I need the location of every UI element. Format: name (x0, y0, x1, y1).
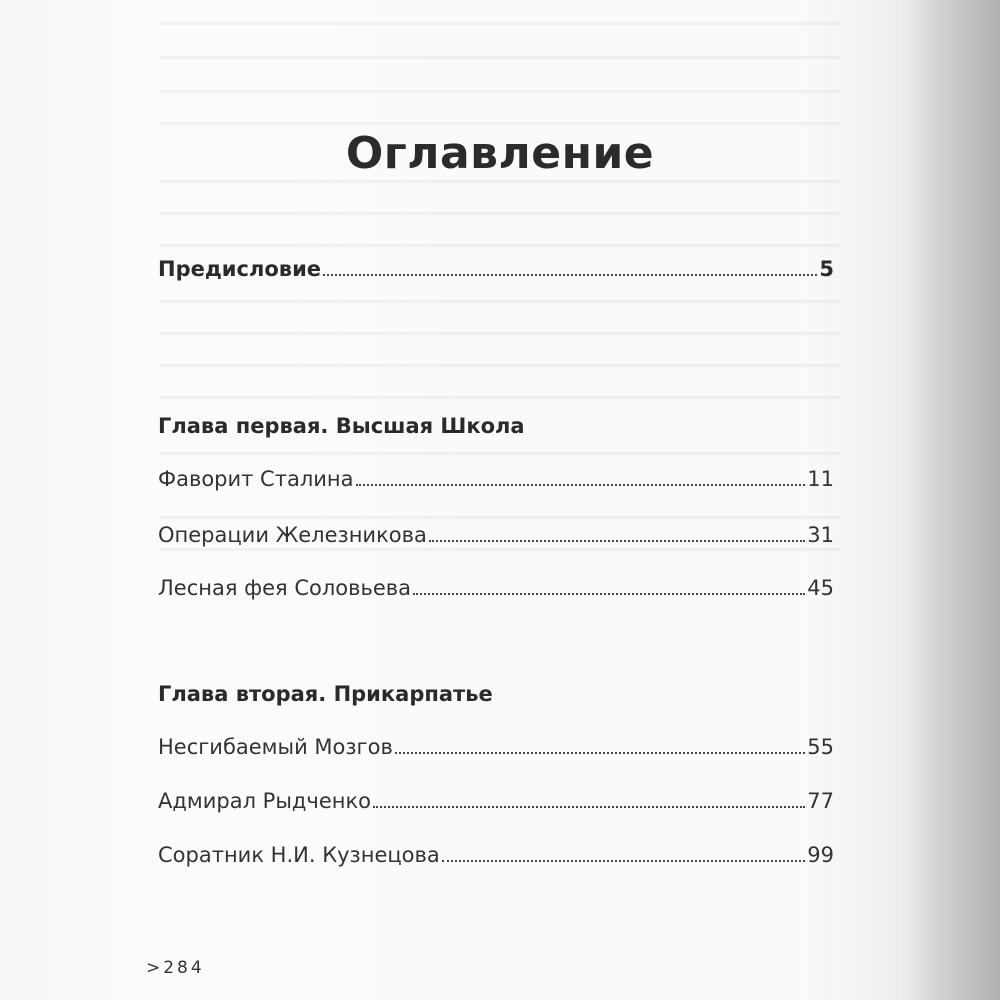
toc-entry-page: 31 (807, 523, 834, 547)
toc-entry[interactable] (158, 575, 834, 601)
bleed-through-line (160, 516, 840, 519)
bleed-through-line (160, 396, 840, 399)
toc-entry-page: 45 (807, 576, 834, 600)
toc-entry-page: 11 (807, 467, 834, 491)
dot-leader (395, 752, 805, 754)
toc-entry-label: Адмирал Рыдченко (158, 789, 372, 813)
dot-leader (429, 540, 805, 542)
bleed-through-line (160, 300, 840, 303)
bleed-through-line (160, 452, 840, 455)
bleed-through-line (160, 22, 840, 25)
dot-leader (323, 274, 817, 276)
toc-entry-preface[interactable] (158, 256, 834, 282)
dot-leader (442, 860, 806, 862)
toc-entry[interactable] (158, 842, 834, 868)
toc-entry-label: Соратник Н.И. Кузнецова (158, 843, 440, 867)
toc-entry-page: 77 (807, 789, 834, 813)
toc-entry[interactable] (158, 734, 834, 760)
toc-entry-label: Операции Железникова (158, 523, 427, 547)
bleed-through-line (160, 90, 840, 93)
dot-leader (413, 593, 805, 595)
chapter-heading: Глава вторая. Прикарпатье (158, 682, 493, 706)
toc-entry-page: 55 (807, 735, 834, 759)
bleed-through-line (160, 180, 840, 183)
dot-leader (373, 806, 805, 808)
toc-entry-label: Предисловие (158, 257, 322, 281)
bleed-through-line (160, 364, 840, 367)
bleed-through-line (160, 244, 840, 247)
dot-leader (356, 484, 806, 486)
toc-entry-page: 5 (819, 257, 834, 281)
toc-entry[interactable] (158, 522, 834, 548)
toc-entry[interactable] (158, 788, 834, 814)
toc-entry-label: Лесная фея Соловьева (158, 576, 412, 600)
bleed-through-line (160, 548, 840, 551)
page-title: Оглавление (345, 128, 655, 179)
bleed-through-line (160, 122, 840, 125)
chapter-heading: Глава первая. Высшая Школа (158, 414, 525, 438)
toc-entry-label: Фаворит Сталина (158, 467, 354, 491)
bleed-through-line (160, 332, 840, 335)
toc-entry[interactable] (158, 466, 834, 492)
bleed-through-line (160, 56, 840, 59)
toc-entry-page: 99 (807, 843, 834, 867)
toc-entry-label: Несгибаемый Мозгов (158, 735, 393, 759)
spine-shadow (910, 0, 1000, 1000)
bleed-through-line (160, 212, 840, 215)
page-number: >284 (146, 958, 205, 978)
